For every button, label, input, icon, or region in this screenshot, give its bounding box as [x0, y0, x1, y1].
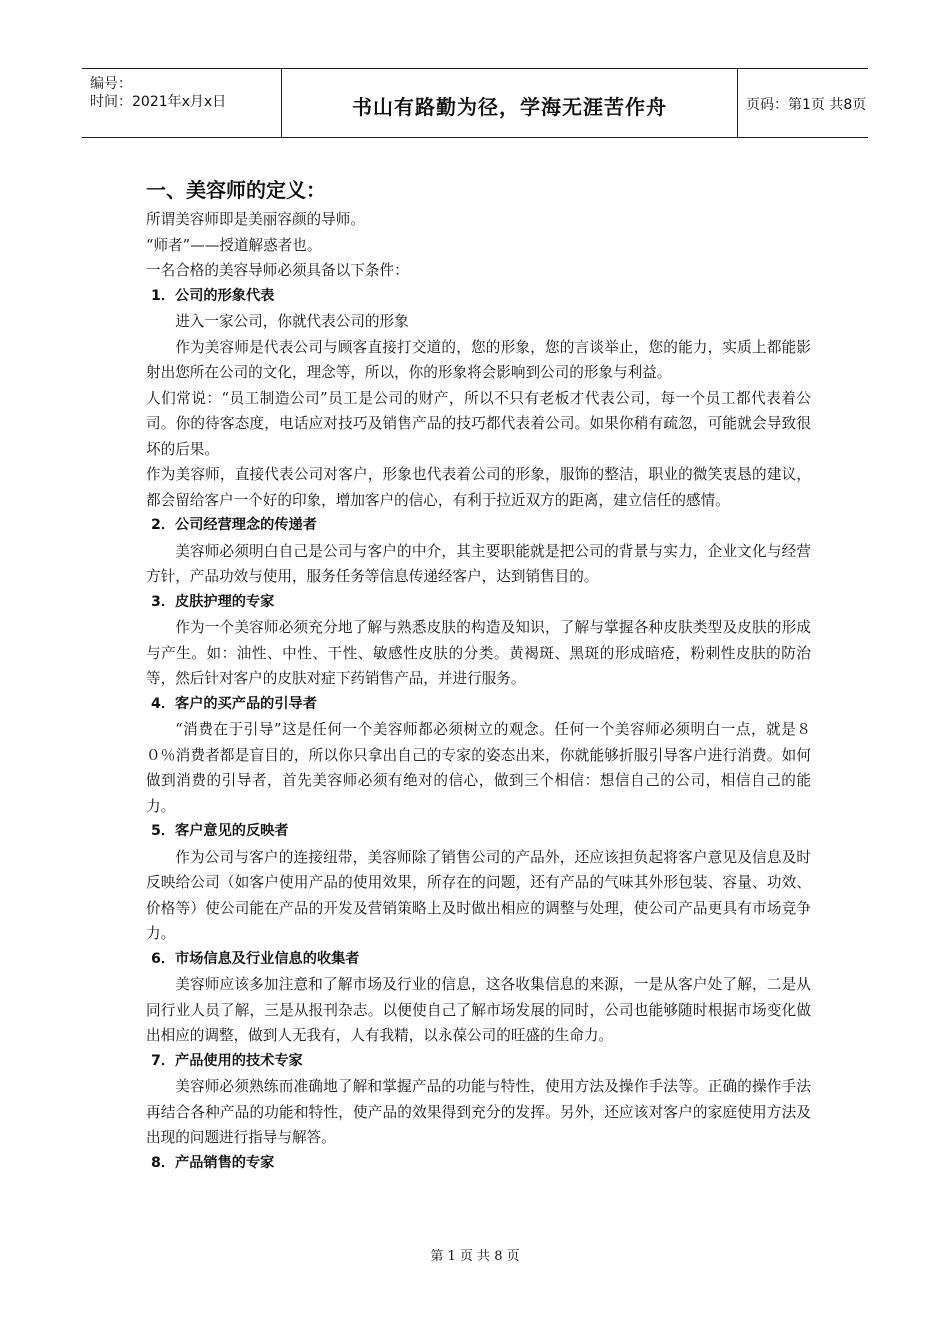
- section-heading: 8．产品销售的专家: [151, 1154, 275, 1171]
- number-label: 编号：: [90, 76, 132, 92]
- body-paragraph: 作为美容师是代表公司与顾客直接打交道的，您的形象，您的言谈举止，您的能力，实质上都能影射出您所在公司的文化，理念等，所以，你的形象将会影响到公司的形象与利益。: [146, 338, 811, 381]
- section-heading: 1．公司的形象代表: [151, 287, 275, 304]
- page-footer: 第 1 页 共 8 页: [430, 1249, 520, 1264]
- header-center-cell: [281, 69, 738, 137]
- time-label: 时间：2021年x月x日: [90, 94, 227, 110]
- header-table: [82, 68, 868, 138]
- body-paragraph: “师者”——授道解惑者也。: [146, 236, 322, 254]
- body-paragraph: 一名合格的美容导师必须具备以下条件：: [146, 262, 409, 279]
- section-heading: 4．客户的买产品的引导者: [151, 695, 317, 712]
- body-paragraph: 人们常说：“员工制造公司”员工是公司的财产，所以不只有老板才代表公司，每一个员工都代表着公司。你的待客态度，电话应对技巧及销售产品的技巧都代表着公司。如果你稍有疏忽，可能就会导致很坏的后果。: [146, 389, 811, 458]
- section-heading: 5．客户意见的反映者: [151, 823, 289, 839]
- body-paragraph: “消费在于引导”这是任何一个美容师都必须树立的观念。任何一个美容师必须明白一点，就是８０％消费者都是盲目的，所以你只拿出自己的专家的姿态出来，你就能够折服引导客户进行消费。如何做到消费的引导者，首先美容师必须有绝对的信心，做到三个相信：想信自己的公司，相信自己的能力。: [146, 721, 811, 815]
- section-heading: 2．公司经营理念的传递者: [151, 517, 317, 533]
- document-title: 一、美容师的定义：: [146, 178, 326, 202]
- body-paragraph: 作为美容师，直接代表公司对客户，形象也代表着公司的形象，服饰的整洁，职业的微笑衷恳的建议，都会留给客户一个好的印象，增加客户的信心，有利于拉近双方的距离，建立信任的感情。: [146, 466, 811, 509]
- section-heading: 3．皮肤护理的专家: [151, 593, 275, 610]
- header-page-info: 页码：第1页 共8页: [746, 97, 867, 113]
- body-paragraph: 美容师必须明白自己是公司与客户的中介，其主要职能就是把公司的背景与实力，企业文化与经营方针，产品功效与使用，服务任务等信息传递经客户，达到销售目的。: [146, 542, 811, 585]
- body-paragraph: 进入一家公司，你就代表公司的形象: [175, 313, 409, 330]
- header-right-cell: [738, 69, 868, 137]
- body-paragraph: 美容师应该多加注意和了解市场及行业的信息，这各收集信息的来源，一是从客户处了解，二是从同行业人员了解，三是从报刊杂志。以便使自己了解市场发展的同时，公司也能够随时根据市场变化做出相应的调整，做到人无我有，人有我精，以永葆公司的旺盛的生命力。: [146, 976, 811, 1044]
- body-paragraph: 作为公司与客户的连接纽带，美容师除了销售公司的产品外，还应该担负起将客户意见及信息及时反映给公司（如客户使用产品的使用效果，所存在的问题，还有产品的气味其外形包装、容量、功效、价格等）使公司能在产品的开发及营销策略上及时做出相应的调整与处理，使公司产品更具有市场竞争力。: [146, 848, 811, 942]
- header-motto: 书山有路勤为径，学海无涯苦作舟: [352, 95, 667, 119]
- document-body: [146, 207, 811, 1176]
- body-paragraph: 美容师必须熟练而准确地了解和掌握产品的功能与特性，使用方法及操作手法等。正确的操作手法再结合各种产品的功能和特性，使产品的效果得到充分的发挥。另外，还应该对客户的家庭使用方法及出现的问题进行指导与解答。: [146, 1078, 811, 1146]
- body-paragraph: 作为一个美容师必须充分地了解与熟悉皮肤的构造及知识，了解与掌握各种皮肤类型及皮肤的形成与产生。如：油性、中性、干性、敏感性皮肤的分类。黄褐斑、黑斑的形成暗疮，粉刺性皮肤的防治等，然后针对客户的皮肤对症下药销售产品，并进行服务。: [146, 619, 811, 687]
- section-heading: 6．市场信息及行业信息的收集者: [151, 950, 360, 967]
- body-paragraph: 所谓美容师即是美丽容颜的导师。: [146, 211, 365, 228]
- header-left-cell: [82, 69, 280, 137]
- section-heading: 7．产品使用的技术专家: [151, 1052, 303, 1069]
